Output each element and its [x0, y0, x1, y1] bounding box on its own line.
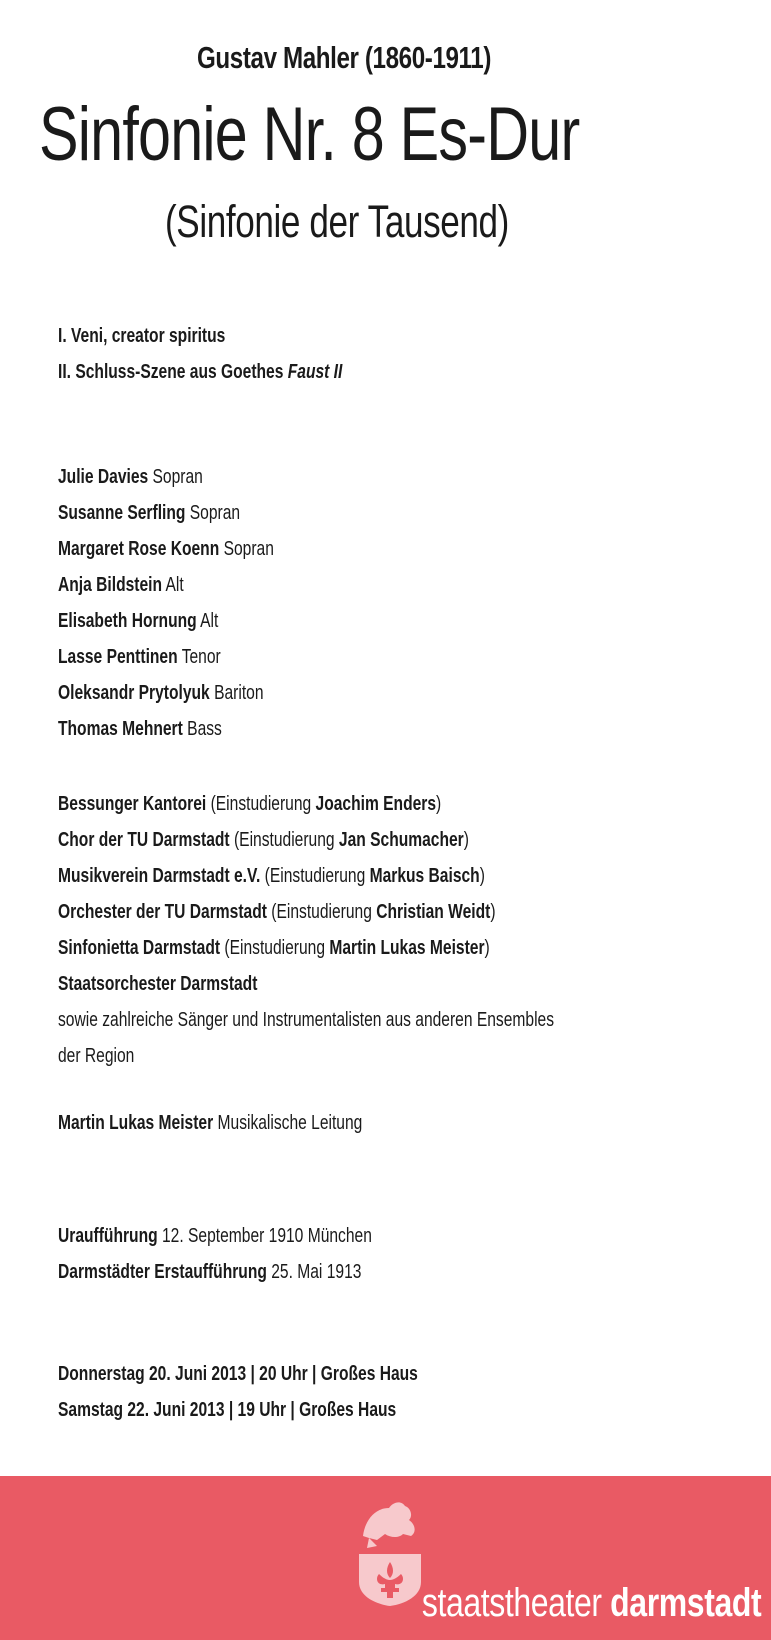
premieres-list — [58, 1218, 738, 1290]
footer-band — [0, 1476, 771, 1640]
ensemble-item: Chor der TU Darmstadt (Einstudierung Jan Schumacher) — [58, 829, 469, 851]
work-title: Faust II — [287, 361, 343, 383]
ensemble-item: Sinfonietta Darmstadt (Einstudierung Martin Lukas Meister) — [58, 937, 490, 959]
soloist-item: Lasse Penttinen Tenor — [58, 646, 221, 668]
soloist-item: Anja Bildstein Alt — [58, 574, 184, 596]
soloist-item: Susanne Serfling Sopran — [58, 502, 241, 524]
date-item: Donnerstag 20. Juni 2013 | 20 Uhr | Großes Haus — [58, 1363, 418, 1385]
ensemble-note: sowie zahlreiche Sänger und Instrumentalisten aus anderen Ensembles — [58, 1009, 555, 1031]
premiere-item: Darmstädter Erstaufführung 25. Mai 1913 — [58, 1261, 362, 1283]
composer-line — [0, 40, 771, 76]
soloists-list — [58, 459, 738, 747]
ensemble-item: Musikverein Darmstadt e.V. (Einstudierung Markus Baisch) — [58, 865, 485, 887]
title-text: Sinfonie Nr. 8 Es-Dur — [39, 92, 580, 177]
page-subtitle — [0, 192, 771, 252]
premiere-item: Uraufführung 12. September 1910 München — [58, 1225, 372, 1247]
brand-wordmark — [337, 1581, 761, 1626]
soloist-item: Elisabeth Hornung Alt — [58, 610, 219, 632]
ensemble-item: Orchester der TU Darmstadt (Einstudierung Christian Weidt) — [58, 901, 496, 923]
ensemble-item: Bessunger Kantorei (Einstudierung Joachim Enders) — [58, 793, 442, 815]
movement-item: II. Schluss-Szene aus Goethes Faust II — [58, 361, 343, 383]
conductor-name: Martin Lukas Meister — [58, 1112, 214, 1134]
brand-light: staatstheater — [421, 1581, 602, 1625]
page-title — [0, 90, 771, 180]
conductor-line — [58, 1105, 738, 1141]
movement-item: I. Veni, creator spiritus — [58, 325, 226, 347]
ensembles-list — [58, 786, 738, 1074]
subtitle-text: (Sinfonie der Tausend) — [165, 196, 509, 247]
conductor-role: Musikalische Leitung — [217, 1112, 363, 1134]
soloist-item: Oleksandr Prytolyuk Bariton — [58, 682, 264, 704]
composer: Gustav Mahler (1860-1911) — [197, 40, 492, 75]
performance-dates — [58, 1356, 738, 1428]
date-item: Samstag 22. Juni 2013 | 19 Uhr | Großes Haus — [58, 1399, 397, 1421]
soloist-item: Julie Davies Sopran — [58, 466, 203, 488]
movements-list — [58, 318, 738, 390]
ensemble-item: Staatsorchester Darmstadt — [58, 973, 258, 995]
soloist-item: Thomas Mehnert Bass — [58, 718, 222, 740]
brand-bold: darmstadt — [609, 1581, 761, 1625]
soloist-item: Margaret Rose Koenn Sopran — [58, 538, 274, 560]
ensemble-note: der Region — [58, 1045, 135, 1067]
